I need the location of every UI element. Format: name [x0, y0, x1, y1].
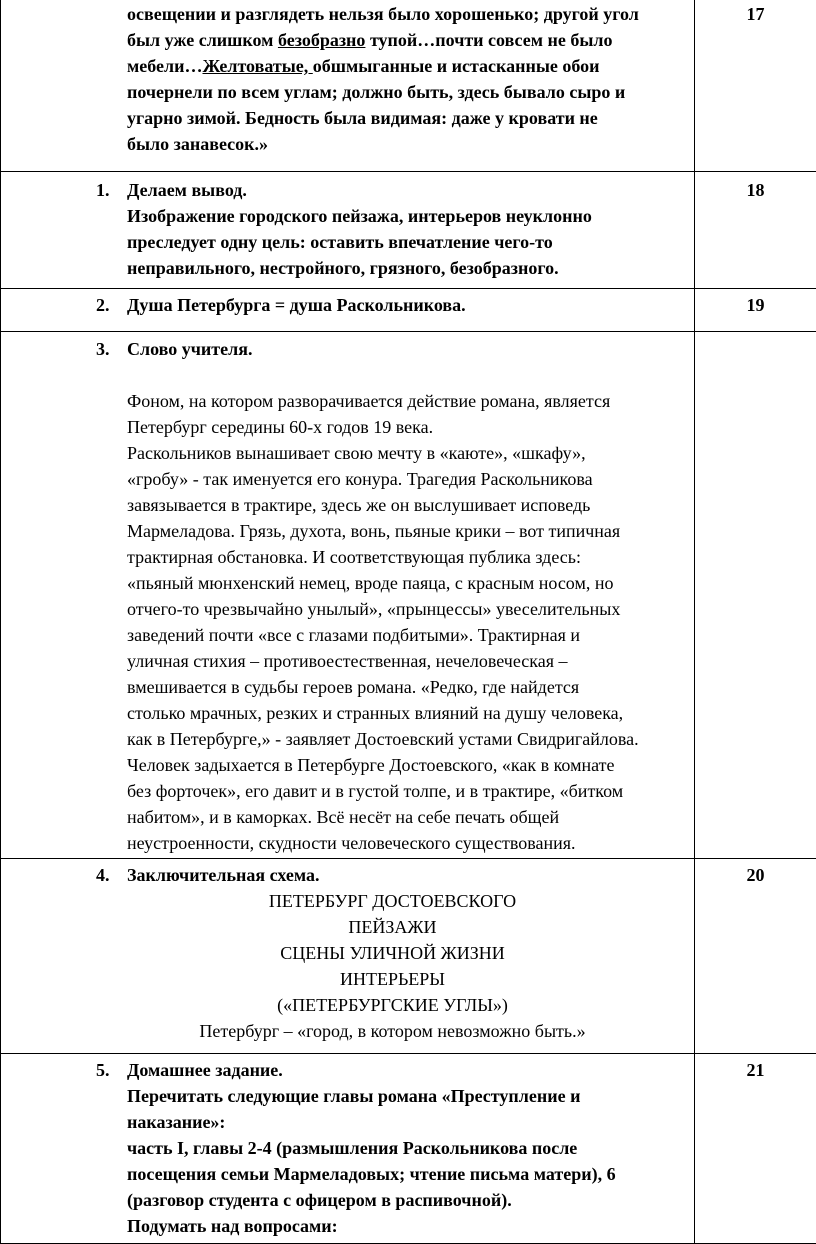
slide-number-cell [695, 0, 816, 172]
slide-number: 19 [695, 289, 816, 318]
text-line: набитом», и в каморках. Всё несёт на себе печать общей [127, 804, 674, 830]
scheme-line: («ПЕТЕРБУРГСКИЕ УГЛЫ») [91, 992, 694, 1018]
text-line: трактирная обстановка. И соответствующая публика здесь: [127, 544, 674, 570]
underlined-word: Желтоватые, [202, 56, 312, 76]
item-heading: Заключительная схема. [127, 862, 674, 888]
table-row [1, 859, 816, 1054]
item-heading: Слово учителя. [127, 336, 674, 362]
slide-number-cell [695, 172, 816, 289]
text-line: освещении и разглядеть нельзя было хорошенько; другой угол [127, 1, 674, 27]
text-line: Подумать над вопросами: [127, 1213, 674, 1239]
item-heading: Душа Петербурга = душа Раскольникова. [127, 292, 674, 318]
text-fragment: тупой…почти совсем не было [365, 30, 612, 50]
text-line: Петербург середины 60-х годов 19 века. [127, 414, 674, 440]
text-line [127, 53, 674, 79]
quote-text [1, 0, 694, 157]
text-fragment: был уже слишком [127, 30, 278, 50]
text-line: заведений почти «все с глазами подбитыми». Трактирная и [127, 622, 674, 648]
text-line: как в Петербурге,» - заявляет Достоевский устами Свидригайлова. [127, 726, 674, 752]
item-block [1, 1054, 694, 1239]
text-line: угарно зимой. Бедность была видимая: даже у кровати не [127, 105, 674, 131]
text-line: преследует одну цель: оставить впечатление чего-то [127, 229, 674, 255]
text-line: посещения семьи Мармеладовых; чтение письма матери), 6 [127, 1161, 674, 1187]
scheme-line: ПЕТЕРБУРГ ДОСТОЕВСКОГО [91, 888, 694, 914]
slide-number-cell [695, 859, 816, 1054]
table-row [1, 1054, 816, 1244]
text-fragment: обшмыганные и истасканные обои [313, 56, 600, 76]
content-cell [1, 332, 695, 859]
text-line: неустроенности, скудности человеческого существования. [127, 830, 674, 856]
slide-number-cell [695, 332, 816, 859]
item-heading: Домашнее задание. [127, 1057, 674, 1083]
item-marker: 2. [96, 292, 110, 318]
table-row [1, 289, 816, 332]
slide-number: 17 [695, 0, 816, 27]
table-row [1, 332, 816, 859]
item-marker: 3. [96, 336, 110, 362]
item-block [1, 859, 694, 888]
slide-number [695, 332, 816, 339]
table-row [1, 172, 816, 289]
content-cell [1, 289, 695, 332]
text-line: часть I, главы 2-4 (размышления Раскольникова после [127, 1135, 674, 1161]
text-line: без форточек», его давит и в густой толпе, и в трактире, «битком [127, 778, 674, 804]
text-line: «гробу» - так именуется его конура. Трагедия Раскольникова [127, 466, 674, 492]
text-fragment: мебели… [127, 56, 202, 76]
scheme-line: СЦЕНЫ УЛИЧНОЙ ЖИЗНИ [91, 940, 694, 966]
text-line: Мармеладова. Грязь, духота, вонь, пьяные крики – вот типичная [127, 518, 674, 544]
slide-number-cell [695, 1054, 816, 1244]
scheme-line: ИНТЕРЬЕРЫ [91, 966, 694, 992]
content-cell [1, 859, 695, 1054]
slide-number: 21 [695, 1054, 816, 1083]
text-line: Перечитать следующие главы романа «Преступление и [127, 1083, 674, 1109]
text-line: отчего-то чрезвычайно унылый», «прынцессы» увеселительных [127, 596, 674, 622]
content-cell [1, 0, 695, 172]
text-line: Изображение городского пейзажа, интерьеров неуклонно [127, 203, 674, 229]
table-row [1, 0, 816, 172]
text-line: завязывается в трактире, здесь же он выслушивает исповедь [127, 492, 674, 518]
content-cell [1, 172, 695, 289]
item-block [1, 172, 694, 281]
scheme-line: Петербург – «город, в котором невозможно быть.» [91, 1018, 694, 1044]
text-line: наказание»: [127, 1109, 674, 1135]
final-scheme [1, 888, 694, 1044]
blank-line [127, 362, 674, 388]
item-block [1, 289, 694, 318]
text-line: столько мрачных, резких и странных влияний на душу человека, [127, 700, 674, 726]
text-line: Фоном, на котором разворачивается действие романа, является [127, 388, 674, 414]
text-line: неправильного, нестройного, грязного, безобразного. [127, 255, 674, 281]
item-heading: Делаем вывод. [127, 177, 674, 203]
text-line: «пьяный мюнхенский немец, вроде паяца, с красным носом, но [127, 570, 674, 596]
text-line: Раскольников вынашивает свою мечту в «каюте», «шкафу», [127, 440, 674, 466]
text-line: вмешивается в судьбы героев романа. «Редко, где найдется [127, 674, 674, 700]
item-marker: 4. [96, 862, 110, 888]
text-line: Человек задыхается в Петербурге Достоевского, «как в комнате [127, 752, 674, 778]
text-line: было занавесок.» [127, 131, 674, 157]
item-block [1, 332, 694, 856]
slide-number-cell [695, 289, 816, 332]
text-line [127, 27, 674, 53]
slide-number: 20 [695, 859, 816, 888]
text-line: (разговор студента с офицером в распивочной). [127, 1187, 674, 1213]
underlined-word: безобразно [278, 30, 366, 50]
scheme-line: ПЕЙЗАЖИ [91, 914, 694, 940]
content-cell [1, 1054, 695, 1244]
text-line: почернели по всем углам; должно быть, здесь бывало сыро и [127, 79, 674, 105]
item-marker: 5. [96, 1057, 110, 1083]
slide-number: 18 [695, 172, 816, 203]
text-line: уличная стихия – противоестественная, нечеловеческая – [127, 648, 674, 674]
item-marker: 1. [96, 177, 110, 203]
